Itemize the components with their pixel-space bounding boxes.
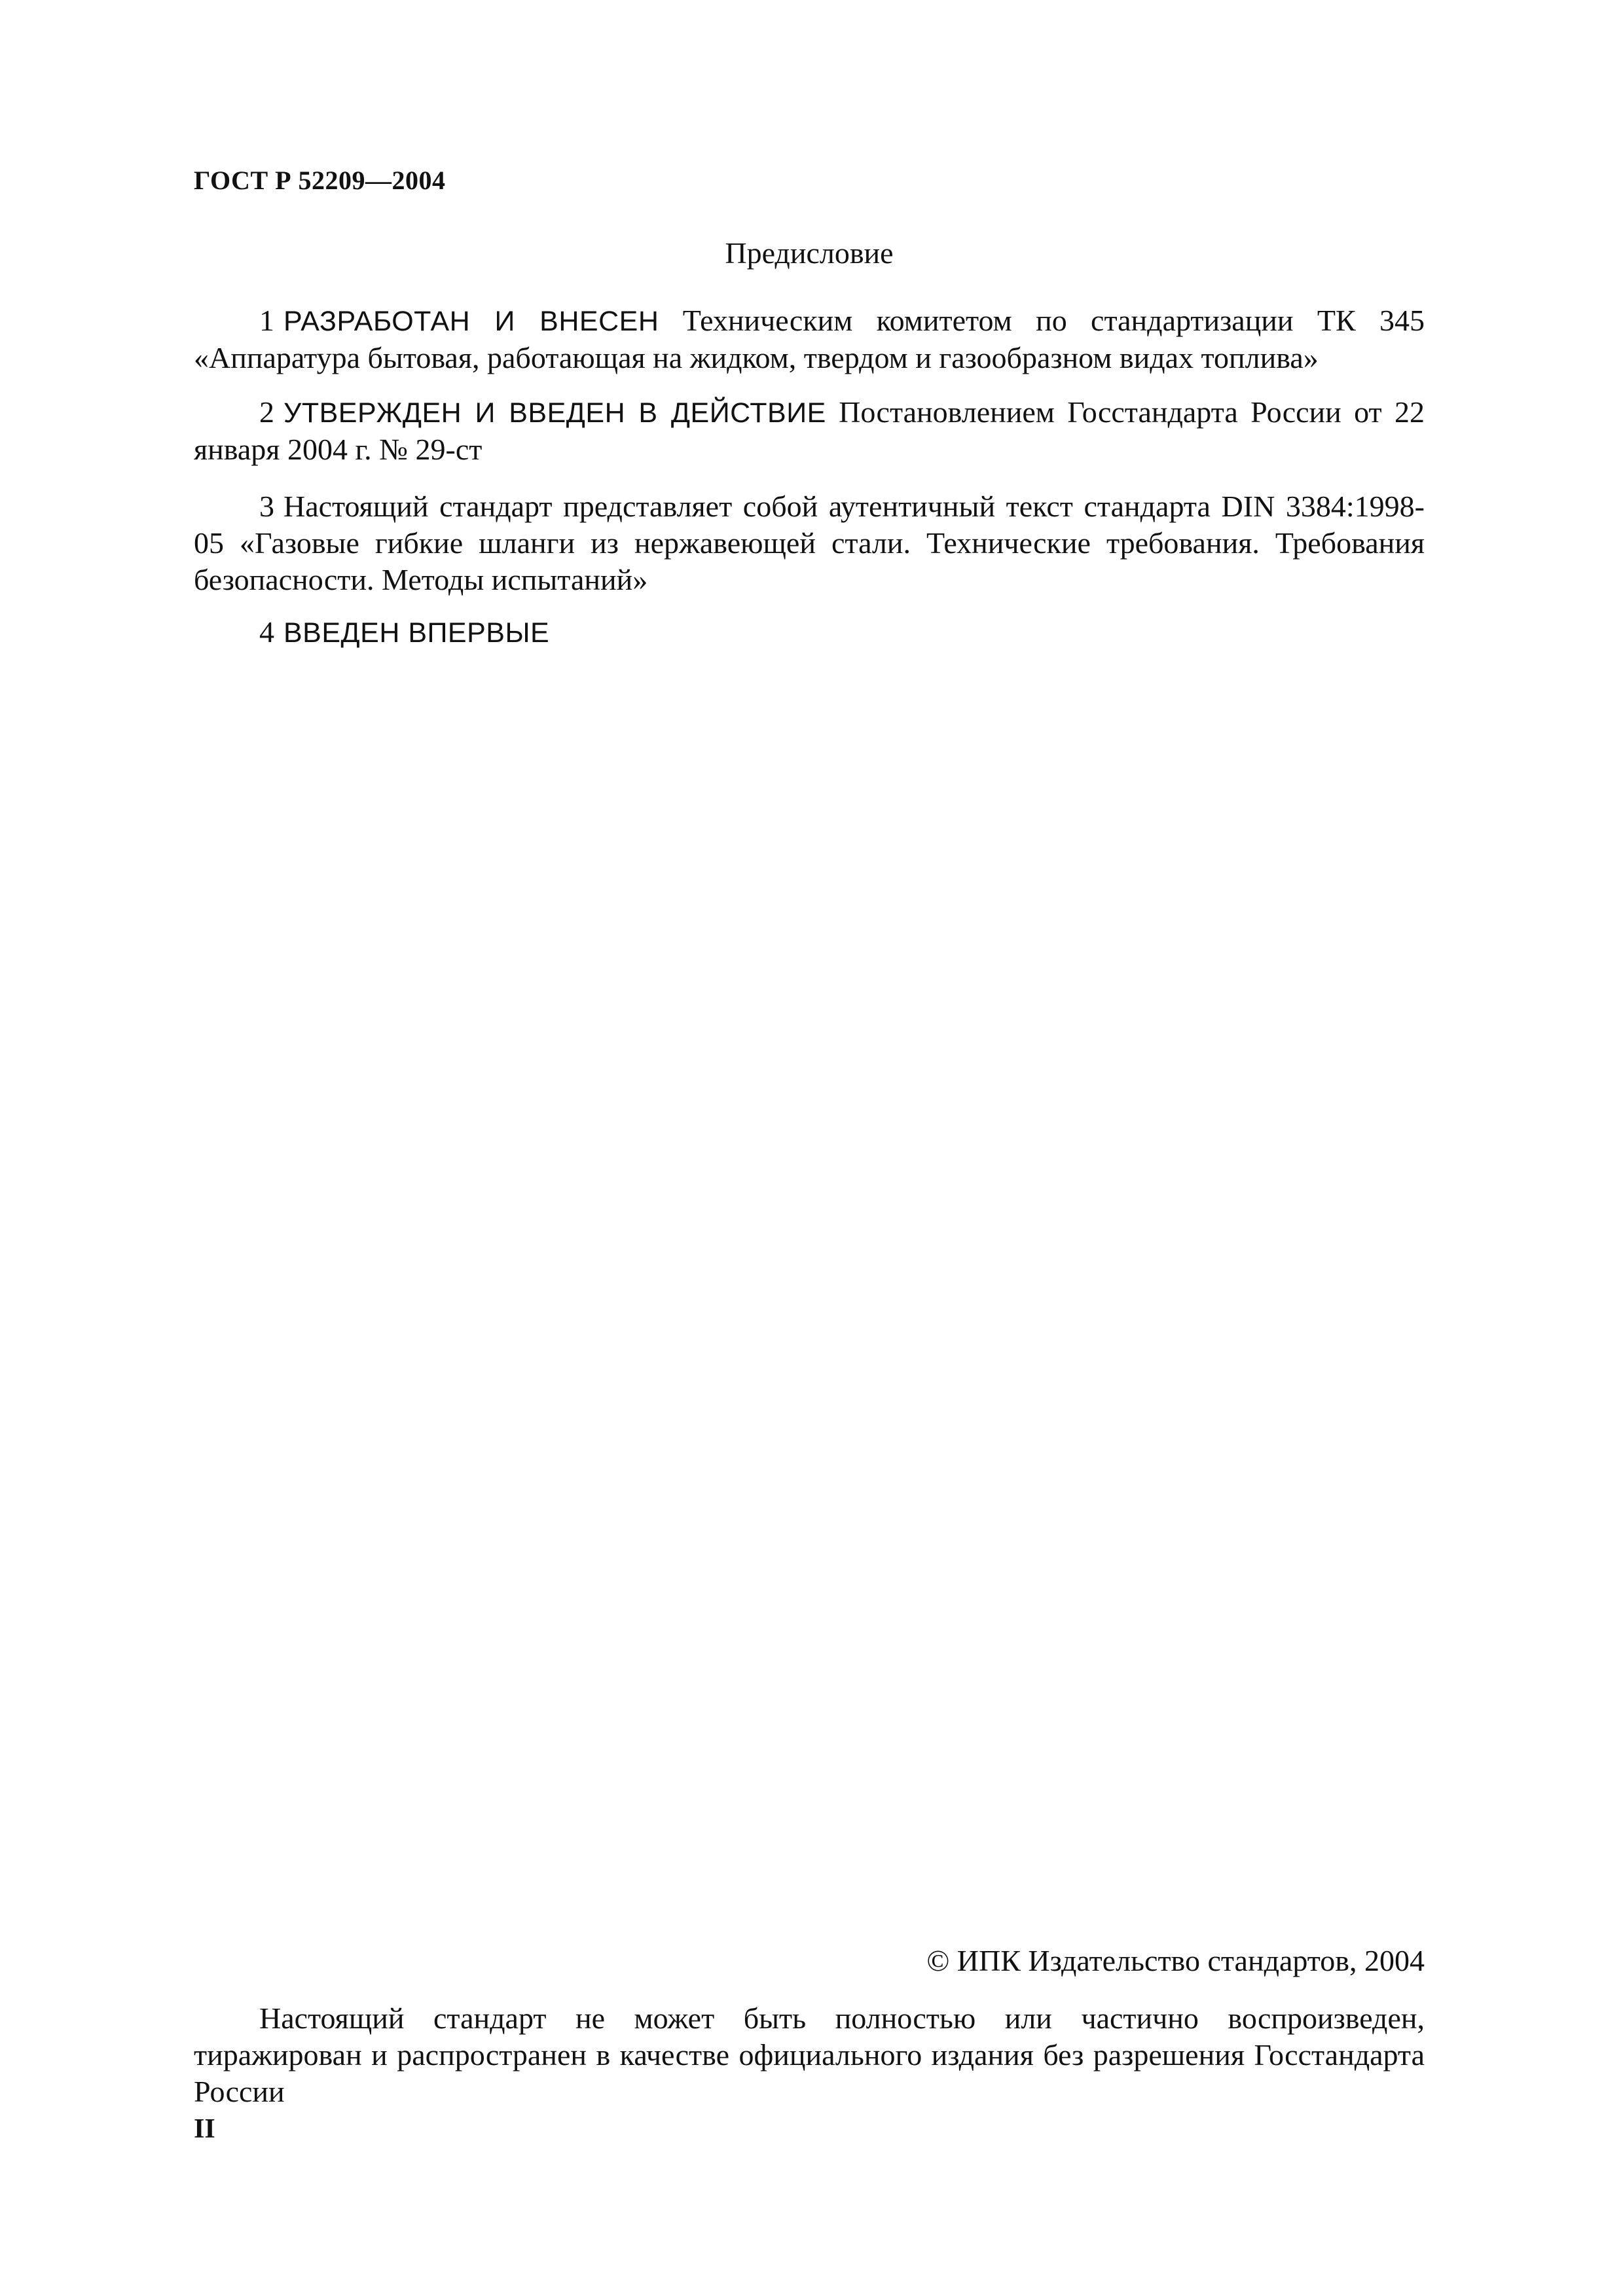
- paragraph-lead: УТВЕРЖДЕН И ВВЕДЕН В ДЕЙСТВИЕ: [283, 397, 826, 429]
- paragraph-text: Настоящий стандарт представляет собой аутентичный текст стандарта DIN 3384:1998-05 «Газовые гибкие шланги из нержавеющей стали. Технические требования. Требования безопасности. Методы испытаний»: [194, 490, 1425, 596]
- paragraph-lead: РАЗРАБОТАН И ВНЕСЕН: [283, 306, 659, 337]
- paragraph-number: 3: [259, 490, 274, 523]
- paragraph-1: [194, 302, 1425, 376]
- copyright-line: © ИПК Издательство стандартов, 2004: [926, 1944, 1425, 1977]
- section-heading: Предисловие: [725, 236, 894, 270]
- paragraph-number: 1: [259, 304, 274, 337]
- paragraph-4: [194, 614, 1425, 651]
- paragraph-3: [194, 488, 1425, 598]
- paragraph-text: Техническим комитетом по стандартизации ТК 345 «Аппаратура бытовая, работающая на жидком, твердом и газообразном видах топлива»: [194, 304, 1425, 374]
- paragraph-text: Постановлением Госстандарта России от 22 января 2004 г. № 29-ст: [194, 395, 1425, 466]
- paragraph-lead: ВВЕДЕН ВПЕРВЫЕ: [283, 617, 550, 649]
- paragraph-number: 4: [259, 615, 274, 649]
- page-number: II: [194, 2114, 215, 2144]
- paragraph-2: [194, 394, 1425, 468]
- paragraph-number: 2: [259, 395, 274, 429]
- reproduction-notice: Настоящий стандарт не может быть полностью или частично воспроизведен, тиражирован и распространен в качестве официального издания без разрешения Госстандарта России: [194, 2001, 1425, 2108]
- document-code: ГОСТ Р 52209—2004: [194, 166, 446, 195]
